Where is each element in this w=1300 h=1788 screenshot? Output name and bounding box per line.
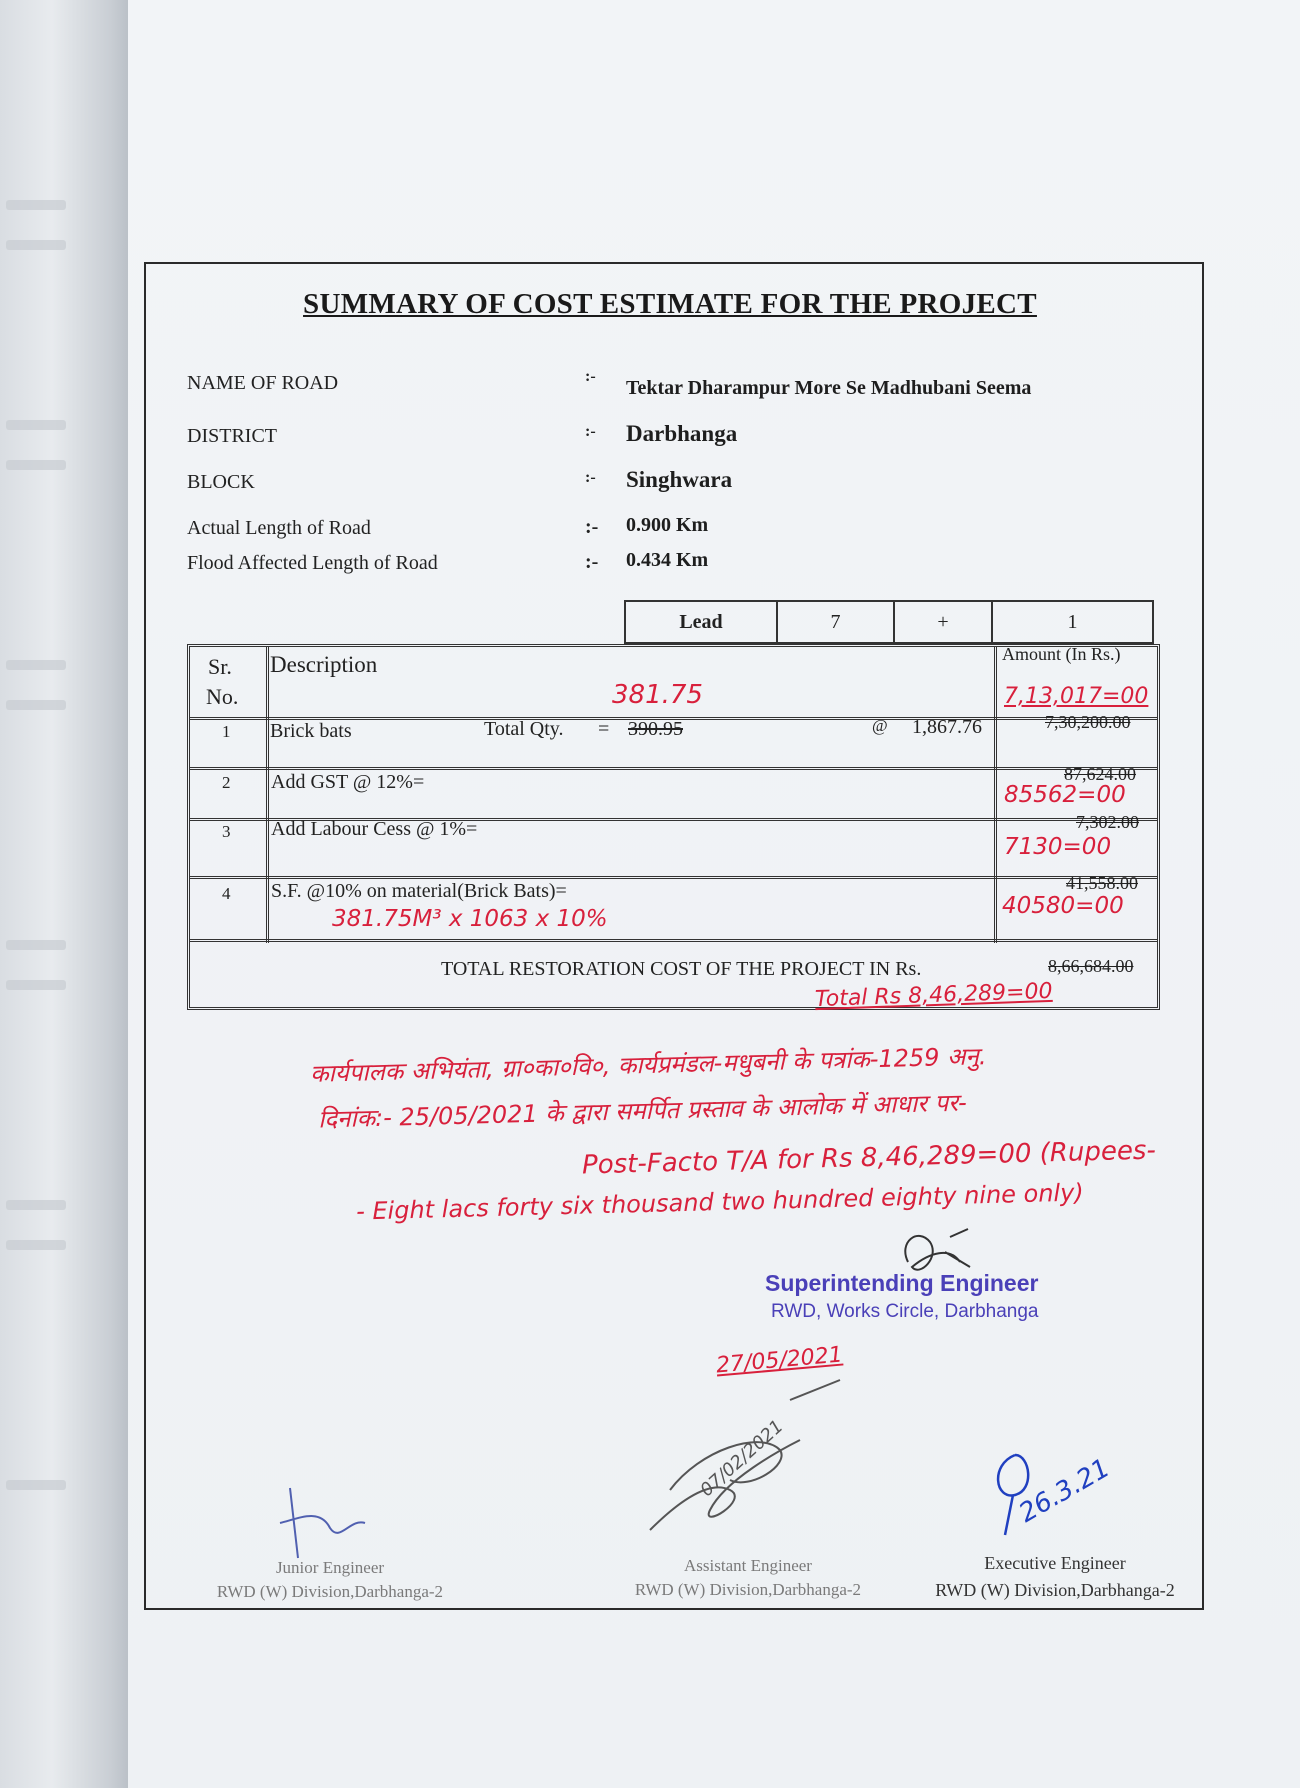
row-1-qty: 390.95 (628, 718, 683, 740)
row-4-sr: 4 (222, 884, 231, 903)
ee-role: Executive Engineer (984, 1553, 1126, 1573)
field-value-block: Singhwara (626, 467, 733, 492)
handwritten-amount-1: 7,13,017=00 (1004, 684, 1149, 709)
header-sr-no: No. (206, 684, 239, 709)
row-2-amount: 87,624.00 (1064, 764, 1136, 784)
field-sep-block: :- (585, 469, 596, 486)
lead-label: Lead (626, 602, 778, 642)
handwritten-total: Total Rs 8,46,289=00 (814, 978, 1053, 1013)
total-label: TOTAL RESTORATION COST OF THE PROJECT IN Rs. (441, 958, 922, 980)
stamp-title: Superintending Engineer (765, 1270, 1039, 1296)
handwritten-note-4: - Eight lacs forty six thousand two hundred eighty nine only) (355, 1178, 1085, 1226)
ae-role: Assistant Engineer (684, 1556, 812, 1575)
je-signature (270, 1478, 380, 1568)
row-1-qty-label: Total Qty. (484, 718, 564, 740)
lead-box (624, 600, 1154, 644)
field-sep-actual-length: :- (585, 516, 599, 538)
je-office: RWD (W) Division,Darbhanga-2 (216, 1582, 444, 1601)
stamp-office: RWD, Works Circle, Darbhanga (771, 1301, 1039, 1322)
ee-office: RWD (W) Division,Darbhanga-2 (935, 1580, 1175, 1600)
handwritten-note-2: दिनांक:- 25/05/2021 के द्वारा समर्पित प्रस्ताव के आलोक में आधार पर- (317, 1088, 968, 1134)
field-label-flood-length: Flood Affected Length of Road (187, 552, 438, 574)
handwritten-se-date: 27/05/2021 (715, 1342, 844, 1379)
handwritten-note-3: Post-Facto T/A for Rs 8,46,289=00 (Rupees- (581, 1135, 1157, 1181)
field-label-road: NAME OF ROAD (187, 372, 339, 394)
book-binding (0, 0, 130, 1788)
lead-operator: + (895, 602, 993, 642)
row-4-amount: 41,558.00 (1066, 873, 1138, 893)
field-sep-road: :- (585, 368, 596, 385)
lead-value-b: 1 (1067, 610, 1078, 633)
row-4-description: S.F. @10% on material(Brick Bats)= (271, 880, 567, 902)
handwritten-amount-3: 7130=00 (1004, 834, 1112, 860)
lead-value-a: 7 (778, 602, 895, 642)
row-1-amount: 7,30,200.00 (1045, 712, 1131, 732)
row-2-sr: 2 (222, 773, 231, 792)
se-signature (890, 1222, 1000, 1292)
ae-office: RWD (W) Division,Darbhanga-2 (634, 1580, 862, 1599)
signatory-junior-engineer (180, 1558, 480, 1602)
field-value-road: Tektar Dharampur More Se Madhubani Seema (626, 377, 1032, 399)
handwritten-ae-date: 07/02/2021 (696, 1415, 788, 1502)
row-3-amount: 7,302.00 (1076, 812, 1139, 832)
row-1-eq: = (598, 718, 610, 740)
handwritten-amount-2: 85562=00 (1004, 782, 1126, 808)
field-value-flood-length: 0.434 Km (626, 549, 709, 571)
header-sr: Sr. (208, 654, 232, 679)
handwritten-sf-calc: 381.75M³ x 1063 x 10% (332, 906, 608, 932)
header-description: Description (270, 652, 378, 677)
signatory-assistant-engineer (598, 1556, 898, 1600)
total-amount: 8,66,684.00 (1048, 956, 1134, 976)
handwritten-amount-4: 40580=00 (1002, 893, 1124, 919)
handwritten-note-1: कार्यपालक अभियंता, ग्रा०का०वि०, कार्यप्रमंडल-मधुबनी के पत्रांक-1259 अनु. (309, 1042, 987, 1088)
row-3-sr: 3 (222, 822, 231, 841)
signatory-executive-engineer (905, 1553, 1205, 1601)
document-title: SUMMARY OF COST ESTIMATE FOR THE PROJECT (303, 288, 1037, 320)
row-1-at: @ (872, 716, 888, 735)
je-role: Junior Engineer (275, 1558, 385, 1577)
row-1-sr: 1 (222, 722, 231, 741)
field-sep-flood-length: :- (585, 551, 599, 573)
handwritten-qty-correction: 381.75 (612, 680, 703, 710)
field-label-district: DISTRICT (187, 425, 277, 447)
header-amount: Amount (In Rs.) (1002, 644, 1121, 664)
row-1-description: Brick bats (270, 720, 352, 742)
row-3-description: Add Labour Cess @ 1%= (271, 818, 478, 840)
row-1-rate: 1,867.76 (912, 716, 982, 738)
handwritten-ee-date: 26.3.21 (1014, 1453, 1116, 1529)
row-2-description: Add GST @ 12%= (271, 771, 425, 793)
field-sep-district: :- (585, 423, 596, 440)
field-value-district: Darbhanga (626, 421, 738, 446)
field-label-block: BLOCK (187, 471, 255, 493)
field-value-actual-length: 0.900 Km (626, 514, 709, 536)
field-label-actual-length: Actual Length of Road (187, 517, 371, 539)
